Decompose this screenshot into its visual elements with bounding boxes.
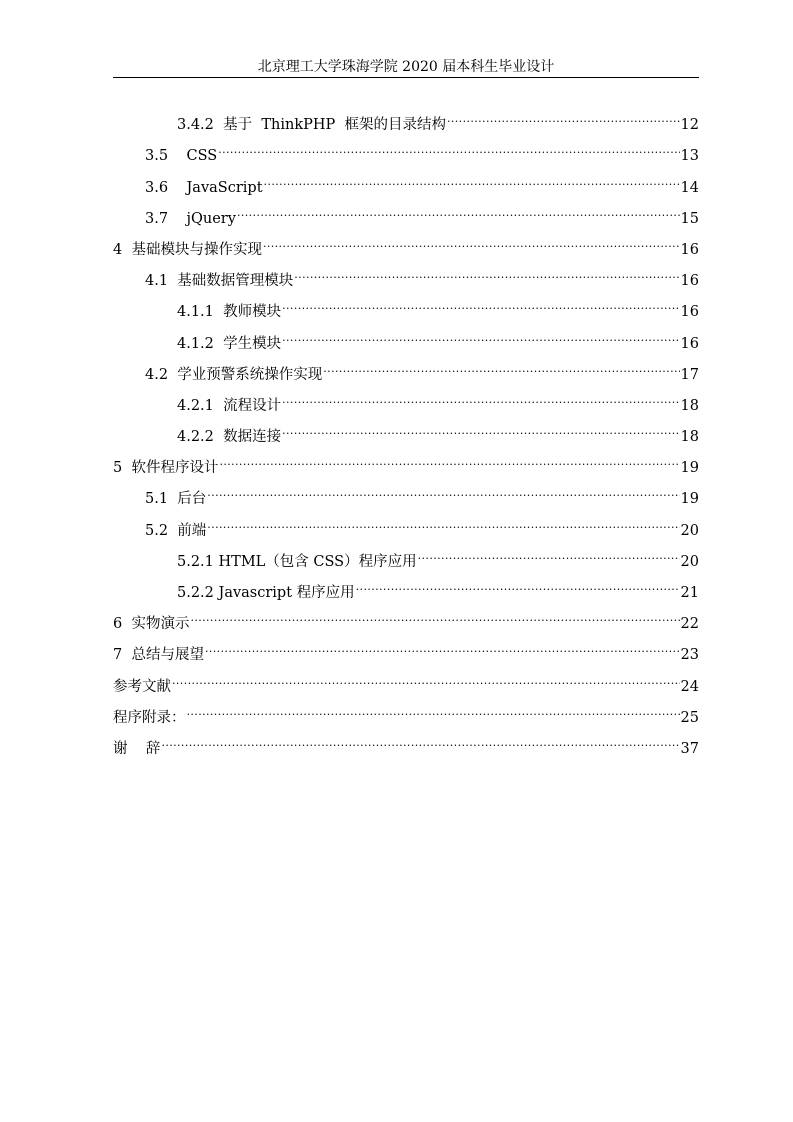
toc-entry-page: 12 [680, 117, 699, 134]
toc-dot-leader [218, 129, 679, 160]
toc-entry-page: 18 [680, 429, 699, 446]
toc-entry-7[interactable] [113, 628, 699, 664]
toc-dot-leader [282, 316, 679, 347]
toc-entry-title: 4.2 学业预警系统操作实现 [145, 366, 323, 383]
toc-dot-leader [447, 98, 680, 129]
toc-entry-page: 20 [680, 553, 699, 570]
toc-entry-title: 4.1 基础数据管理模块 [145, 273, 294, 290]
toc-entry-title: 3.6 JavaScript [145, 179, 263, 196]
toc-entry-page: 14 [680, 179, 699, 196]
toc-entry-title: 程序附录： [113, 709, 186, 726]
toc-entry-title: 参考文献 [113, 678, 171, 695]
toc-entry-title: 谢 辞 [113, 740, 161, 757]
toc-entry-title: 3.5 CSS [145, 148, 218, 165]
toc-entry-title: 4.2.2 数据连接 [177, 429, 282, 446]
toc-entry-page: 19 [680, 491, 699, 508]
toc-entry-page: 16 [680, 304, 699, 321]
toc-entry-title: 5.2.1 HTML（包含 CSS）程序应用 [177, 553, 417, 570]
toc-entry-title: 4 基础模块与操作实现 [113, 241, 262, 258]
toc-entry-page: 24 [680, 678, 699, 695]
toc-dot-leader [161, 722, 679, 753]
toc-entry-page: 16 [680, 273, 699, 290]
toc-dot-leader [187, 691, 680, 722]
toc-dot-leader [263, 223, 680, 254]
toc-entry-title: 3.4.2 基于 ThinkPHP 框架的目录结构 [177, 117, 446, 134]
toc-entry-page: 19 [680, 460, 699, 477]
toc-entry-title: 4.1.2 学生模块 [177, 335, 282, 352]
toc-entry-page: 37 [680, 740, 699, 757]
toc-dot-leader [282, 410, 679, 441]
toc-entry-title: 5.1 后台 [145, 491, 207, 508]
toc-dot-leader [172, 659, 680, 690]
toc-entry-page: 16 [680, 241, 699, 258]
toc-dot-leader [205, 628, 680, 659]
toc-entry-page: 23 [680, 647, 699, 664]
toc-entry-title: 5 软件程序设计 [113, 460, 219, 477]
toc-entry-6[interactable] [113, 597, 699, 633]
toc-dot-leader [207, 503, 679, 534]
toc-dot-leader [356, 566, 680, 597]
header-rule [113, 77, 699, 78]
toc-entry-page: 18 [680, 397, 699, 414]
table-of-contents [113, 98, 699, 757]
toc-entry-acknowledgements[interactable] [113, 722, 699, 757]
toc-entry-3-4-2[interactable] [113, 98, 699, 134]
toc-entry-references[interactable] [113, 659, 699, 695]
toc-dot-leader [237, 192, 680, 223]
toc-entry-page: 21 [680, 585, 699, 601]
toc-entry-title: 7 总结与展望 [113, 647, 204, 664]
toc-dot-leader [219, 441, 679, 472]
toc-entry-title: 5.2.2 Javascript 程序应用 [177, 585, 355, 601]
toc-entry-appendix[interactable] [113, 691, 699, 726]
toc-entry-page: 16 [680, 335, 699, 352]
toc-entry-page: 13 [680, 148, 699, 165]
toc-entry-title: 6 实物演示 [113, 616, 190, 633]
toc-entry-page: 17 [680, 366, 699, 383]
toc-dot-leader [418, 535, 680, 566]
toc-dot-leader [294, 254, 679, 285]
toc-entry-page: 20 [680, 522, 699, 539]
toc-dot-leader [207, 472, 679, 503]
toc-entry-title: 3.7 jQuery [145, 210, 236, 227]
toc-dot-leader [282, 379, 679, 410]
toc-dot-leader [323, 348, 679, 379]
toc-dot-leader [282, 285, 679, 316]
toc-entry-page: 25 [680, 709, 699, 726]
toc-dot-leader [264, 160, 680, 191]
toc-dot-leader [190, 597, 679, 628]
toc-entry-title: 4.1.1 教师模块 [177, 304, 282, 321]
toc-entry-title: 4.2.1 流程设计 [177, 397, 282, 414]
toc-entry-page: 15 [680, 210, 699, 227]
toc-entry-title: 5.2 前端 [145, 522, 207, 539]
toc-entry-page: 22 [680, 616, 699, 633]
page-header: 北京理工大学珠海学院 2020 届本科生毕业设计 [257, 59, 555, 75]
